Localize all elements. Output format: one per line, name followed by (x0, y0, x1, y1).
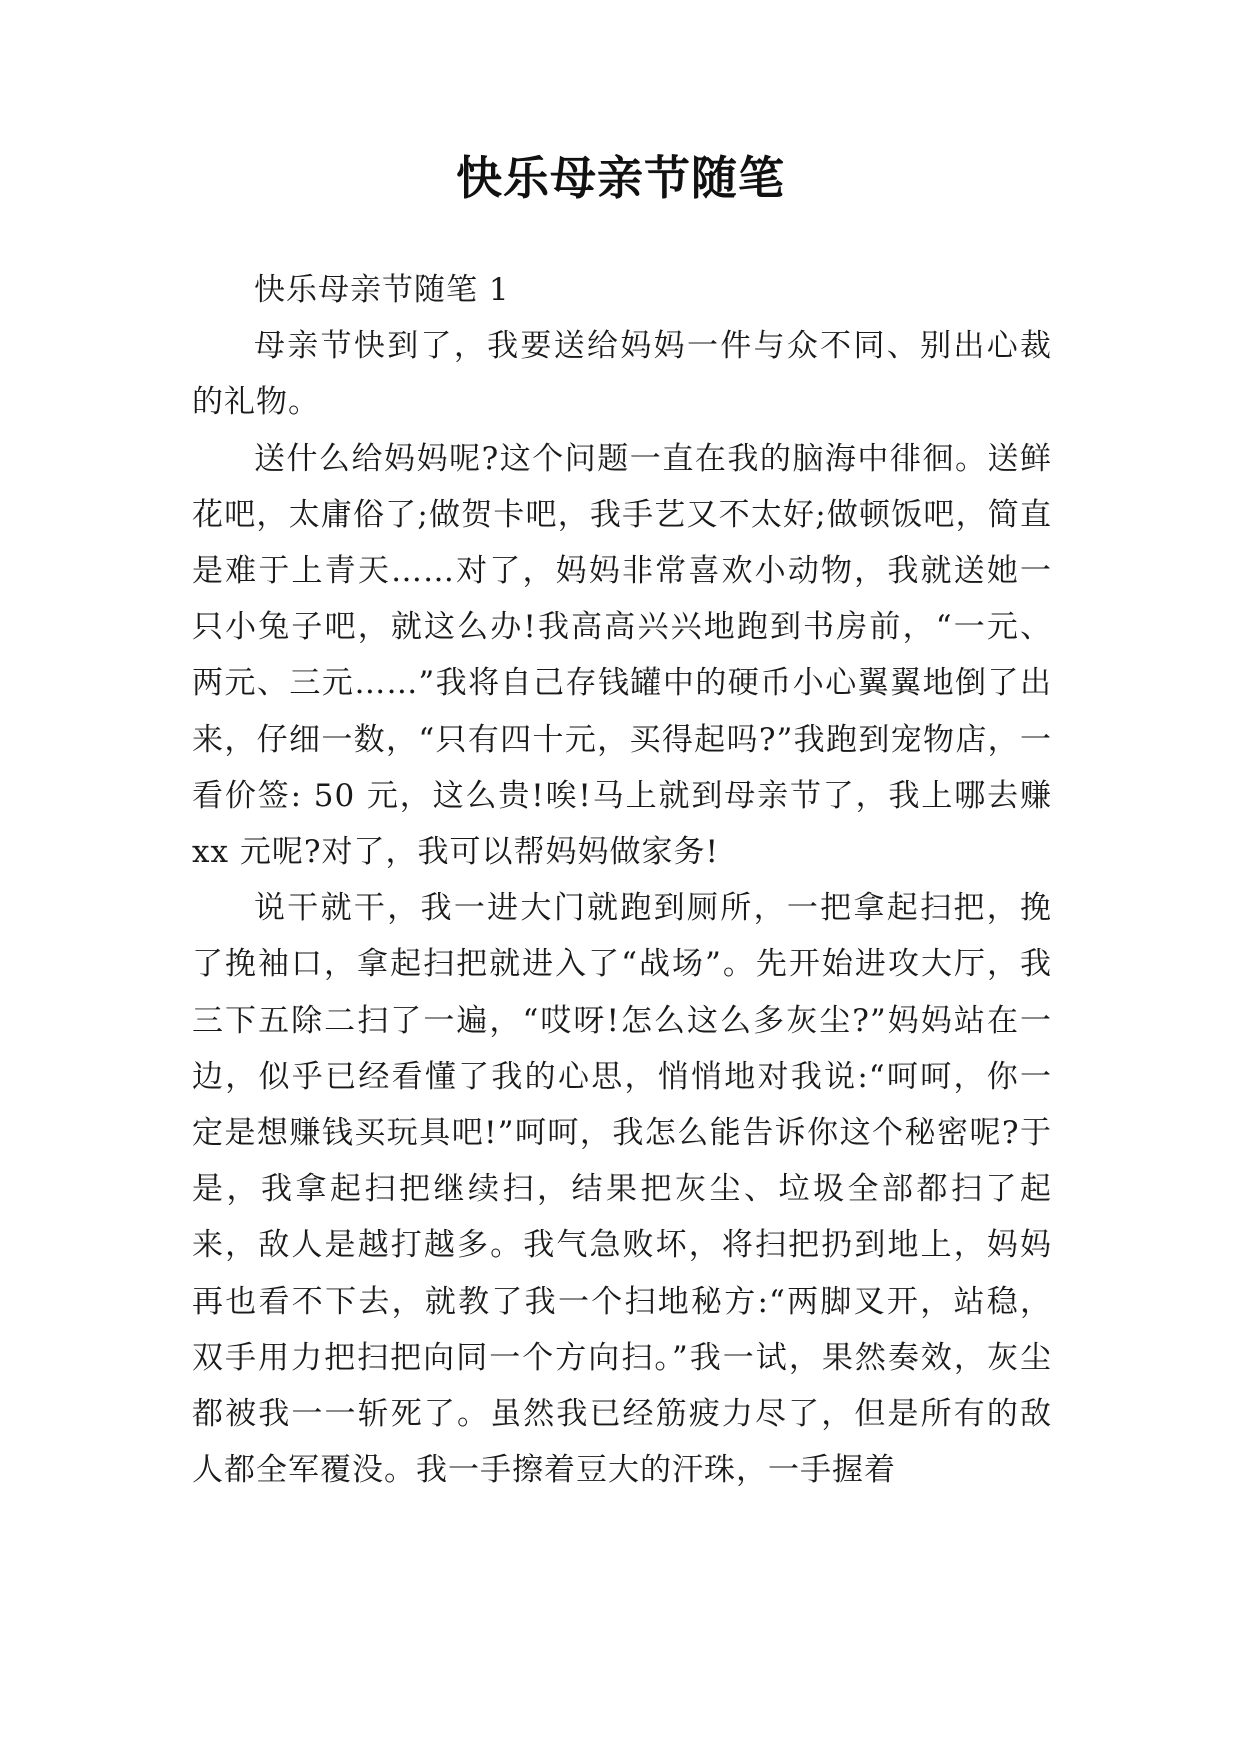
document-body (192, 262, 1052, 1498)
paragraph: 送什么给妈妈呢?这个问题一直在我的脑海中徘徊。送鲜花吧，太庸俗了;做贺卡吧，我手艺又不太好;做顿饭吧，简直是难于上青天……对了，妈妈非常喜欢小动物，我就送她一只小兔子吧，就这么办!我高高兴兴地跑到书房前，“一元、两元、三元……”我将自己存钱罐中的硬币小心翼翼地倒了出来，仔细一数，“只有四十元，买得起吗?”我跑到宠物店，一看价签: 50 元，这么贵!唉!马上就到母亲节了，我上哪去赚 xx 元呢?对了，我可以帮妈妈做家务! (192, 440, 1052, 871)
paragraph: 母亲节快到了，我要送给妈妈一件与众不同、别出心裁的礼物。 (192, 328, 1052, 421)
section-heading: 快乐母亲节随笔 1 (254, 272, 510, 308)
document-title: 快乐母亲节随笔 (456, 151, 785, 205)
paragraph: 说干就干，我一进大门就跑到厕所，一把拿起扫把，挽了挽袖口，拿起扫把就进入了“战场”。先开始进攻大厅，我三下五除二扫了一遍，“哎呀!怎么这么多灰尘?”妈妈站在一边，似乎已经看懂了我的心思，悄悄地对我说:“呵呵，你一定是想赚钱买玩具吧!”呵呵，我怎么能告诉你这个秘密呢?于是，我拿起扫把继续扫，结果把灰尘、垃圾全部都扫了起来，敌人是越打越多。我气急败坏，将扫把扔到地上，妈妈再也看不下去，就教了我一个扫地秘方:“两脚叉开，站稳，双手用力把扫把向同一个方向扫。”我一试，果然奏效，灰尘都被我一一斩死了。虽然我已经筋疲力尽了，但是所有的敌人都全军覆没。我一手擦着豆大的汗珠，一手握着 (192, 890, 1052, 1489)
